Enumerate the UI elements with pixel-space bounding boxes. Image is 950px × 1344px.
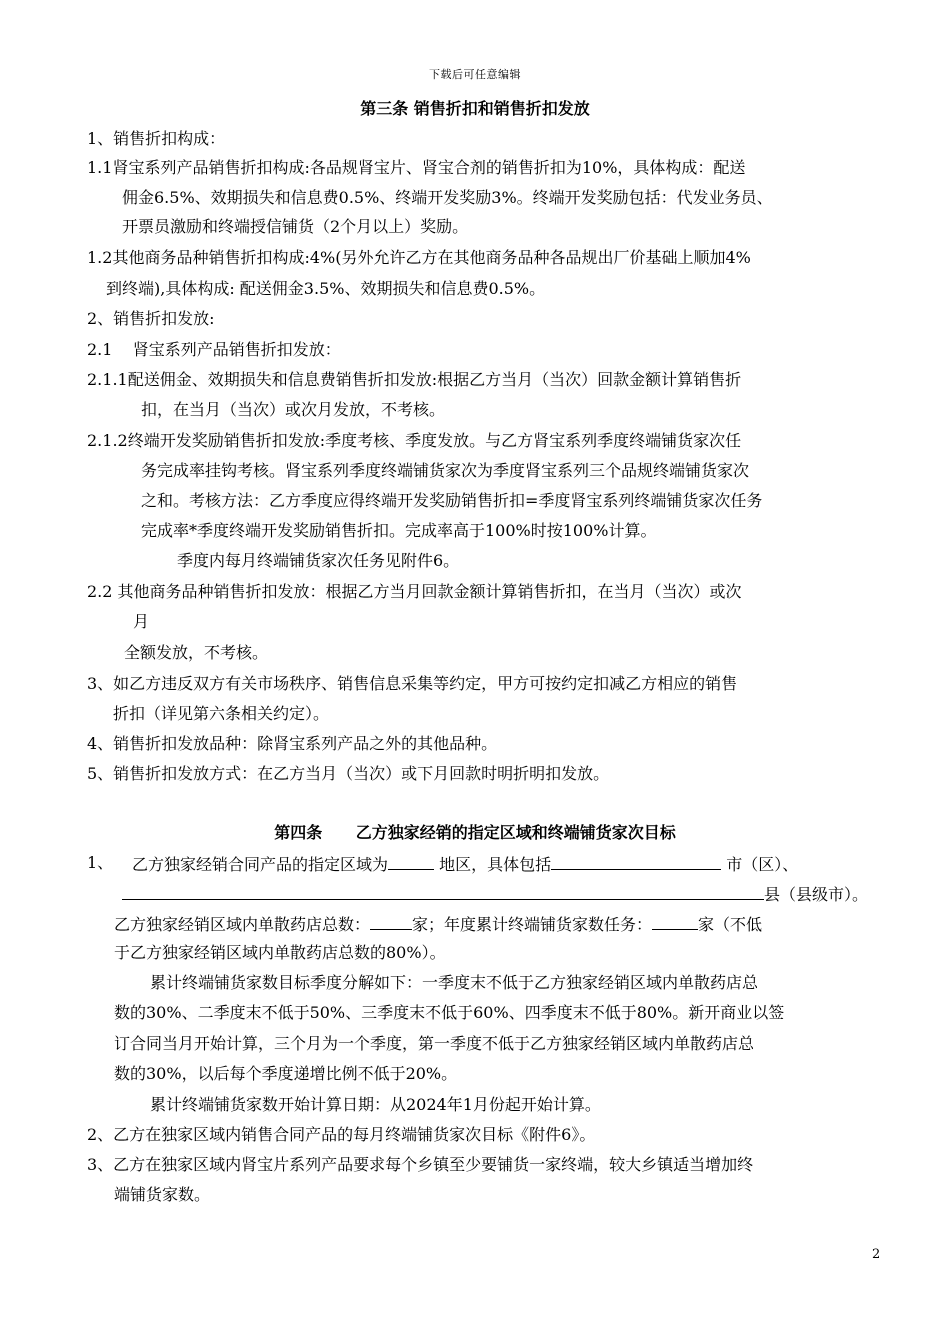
- paragraph-line: 季度内每月终端铺货家次任务见附件6。: [177, 551, 460, 570]
- paragraph-line: 5、销售折扣发放方式：在乙方当月（当次）或下月回款时明折明扣发放。: [87, 764, 610, 783]
- paragraph-line: 全额发放，不考核。: [124, 643, 269, 662]
- paragraph-line: 1、销售折扣构成：: [87, 129, 226, 148]
- article-3-title: 第三条 销售折扣和销售折扣发放: [360, 99, 590, 118]
- paragraph-line: 3、乙方在独家区域内肾宝片系列产品要求每个乡镇至少要铺货一家终端，较大乡镇适当增加终: [87, 1155, 754, 1174]
- paragraph-line: 2、销售折扣发放:: [87, 309, 215, 328]
- paragraph-line: 1.2其他商务品种销售折扣构成:4%(另外允许乙方在其他商务品种各品规出厂价基础上顺加4%: [87, 248, 751, 267]
- paragraph-line: 折扣（详见第六条相关约定）。: [113, 704, 330, 723]
- paragraph-line: 2.1.1配送佣金、效期损失和信息费销售折扣发放:根据乙方当月（当次）回款金额计算销售折: [87, 370, 742, 389]
- text-segment: 县（县级市）。: [764, 885, 869, 904]
- paragraph-line: 数的30%、二季度末不低于50%、三季度末不低于60%、四季度末不低于80%。新开商业以签: [114, 1003, 785, 1022]
- article-4-title: 第四条 乙方独家经销的指定区域和终端铺货家次目标: [274, 823, 676, 842]
- text-segment: 家；年度累计终端铺货家数任务：: [412, 915, 653, 934]
- paragraph-line: 4、销售折扣发放品种：除肾宝系列产品之外的其他品种。: [87, 734, 498, 753]
- paragraph-line: 2.1.2终端开发奖励销售折扣发放:季度考核、季度发放。与乙方肾宝系列季度终端铺货家次任: [87, 431, 742, 450]
- paragraph-line: 数的30%，以后每个季度递增比例不低于20%。: [114, 1064, 458, 1083]
- blank-target-count: [652, 912, 698, 930]
- paragraph-line: 之和。考核方法：乙方季度应得终端开发奖励销售折扣=季度肾宝系列终端铺货家次任务: [141, 491, 763, 510]
- paragraph-line: 月: [133, 612, 150, 631]
- paragraph-line: 3、如乙方违反双方有关市场秩序、销售信息采集等约定，甲方可按约定扣减乙方相应的销售: [87, 674, 738, 693]
- paragraph-line: 于乙方独家经销区域内单散药店总数的80%）。: [114, 943, 446, 962]
- paragraph-line: [122, 882, 868, 906]
- text-segment: 地区，具体包括: [439, 855, 552, 874]
- list-number: 1、: [87, 853, 114, 872]
- text-segment: 乙方独家经销区域内单散药店总数：: [114, 915, 371, 934]
- paragraph-line: 务完成率挂钩考核。肾宝系列季度终端铺货家次为季度肾宝系列三个品规终端铺货家次: [141, 461, 750, 480]
- page-number: 2: [872, 1247, 881, 1262]
- paragraph-line: 累计终端铺货家数开始计算日期：从2024年1月份起开始计算。: [150, 1095, 601, 1114]
- blank-cities: [551, 852, 721, 870]
- paragraph-line: [114, 912, 762, 936]
- text-segment: 市（区）、: [726, 855, 799, 874]
- paragraph-line: 开票员激励和终端授信铺货（2个月以上）奖励。: [122, 217, 469, 236]
- page-header: 下载后可任意编辑: [429, 68, 521, 81]
- paragraph-line: 1.1肾宝系列产品销售折扣构成:各品规肾宝片、肾宝合剂的销售折扣为10%，具体构成：配送: [87, 158, 746, 177]
- blank-region: [388, 852, 434, 870]
- paragraph-line: 完成率*季度终端开发奖励销售折扣。完成率高于100%时按100%计算。: [141, 521, 657, 540]
- paragraph-line: 到终端),具体构成: 配送佣金3.5%、效期损失和信息费0.5%。: [106, 279, 546, 298]
- text-segment: 乙方独家经销合同产品的指定区域为: [132, 855, 389, 874]
- text-segment: 家（不低: [698, 915, 763, 934]
- paragraph-line: 订合同当月开始计算，三个月为一个季度，第一季度不低于乙方独家经销区域内单散药店总: [114, 1034, 755, 1053]
- paragraph-line: 2.1 肾宝系列产品销售折扣发放：: [87, 340, 341, 359]
- paragraph-line: 2.2 其他商务品种销售折扣发放：根据乙方当月回款金额计算销售折扣，在当月（当次）或次: [87, 582, 742, 601]
- blank-counties: [122, 882, 764, 900]
- paragraph-line: [132, 852, 798, 876]
- paragraph-line: 2、乙方在独家区域内销售合同产品的每月终端铺货家次目标《附件6》。: [87, 1125, 596, 1144]
- paragraph-line: 扣，在当月（当次）或次月发放，不考核。: [141, 400, 446, 419]
- paragraph-line: 累计终端铺货家数目标季度分解如下：一季度末不低于乙方独家经销区域内单散药店总: [150, 973, 759, 992]
- paragraph-line: 佣金6.5%、效期损失和信息费0.5%、终端开发奖励3%。终端开发奖励包括：代发业务员、: [122, 188, 773, 207]
- blank-store-count: [370, 912, 412, 930]
- paragraph-line: 端铺货家数。: [114, 1185, 211, 1204]
